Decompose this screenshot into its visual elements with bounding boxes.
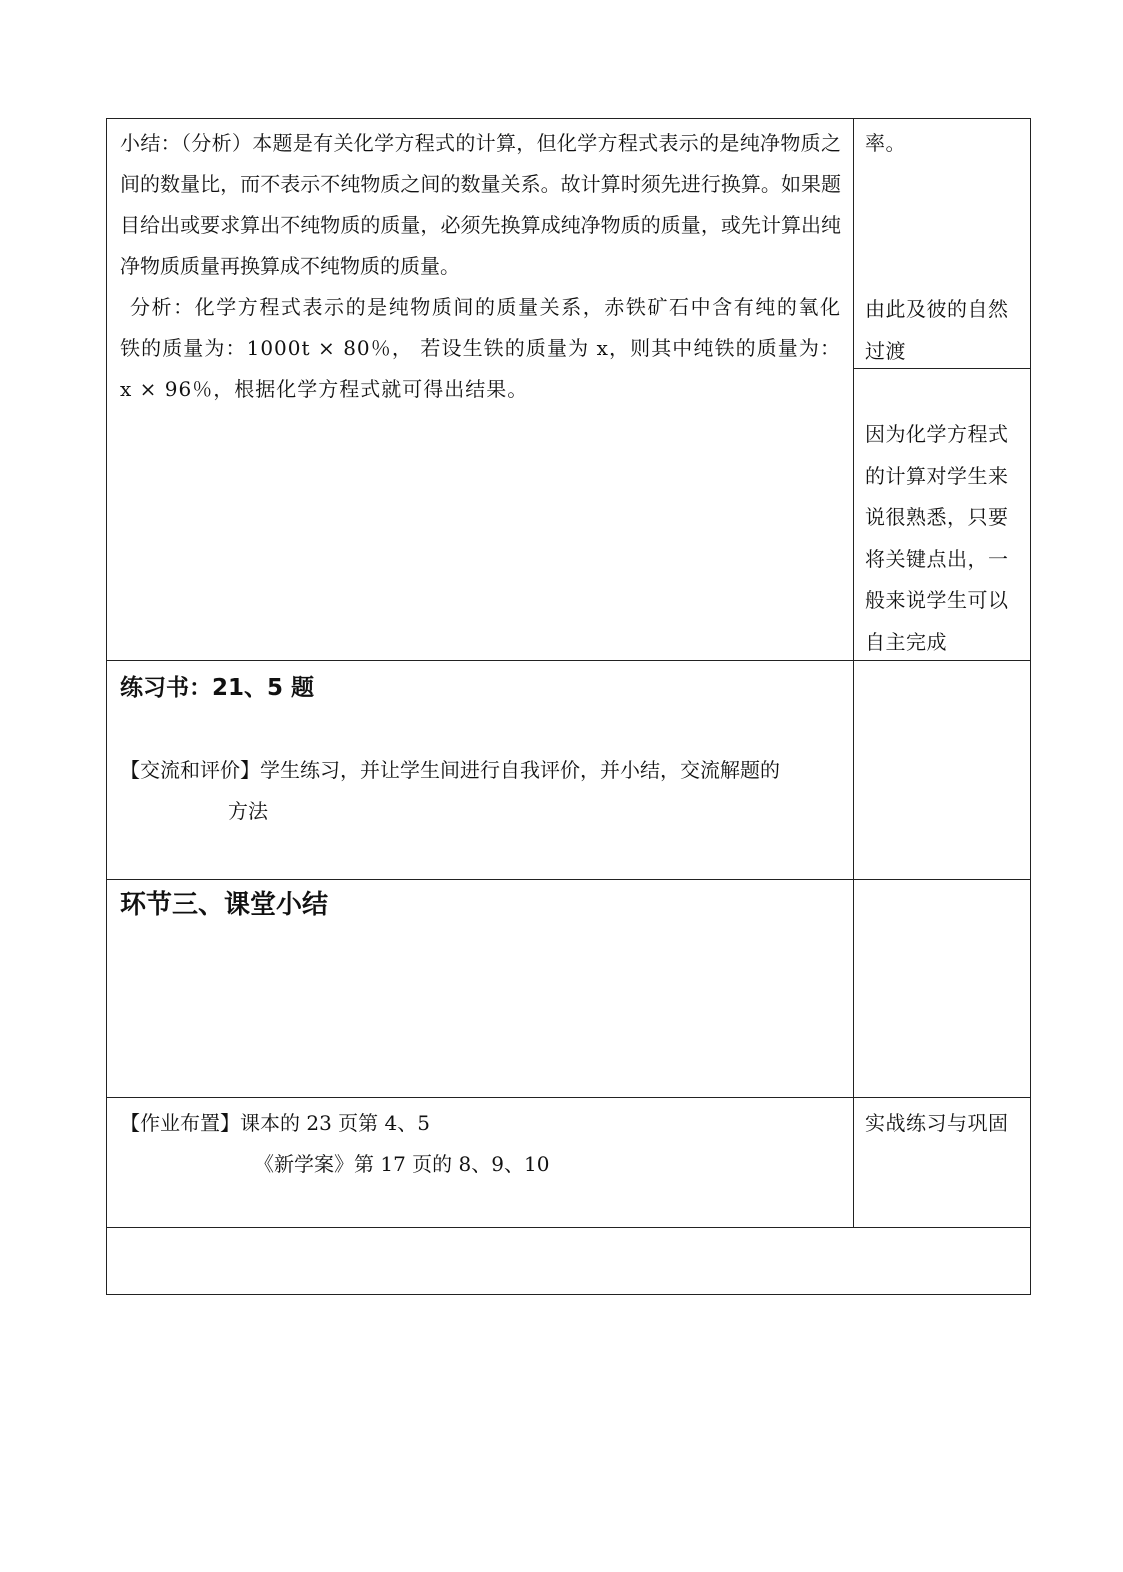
- exchange-text: 学生练习，并让学生间进行自我评价，并小结，交流解题的: [260, 758, 780, 782]
- note-explanation: 因为化学方程式的计算对学生来说很熟悉，只要将关键点出，一般来说学生可以自主完成: [865, 422, 1009, 654]
- note-transition: 由此及彼的自然过渡: [865, 297, 1009, 363]
- empty-row: [106, 1227, 1031, 1295]
- row1-content: [106, 118, 853, 660]
- exchange-continuation: 方法: [228, 799, 268, 823]
- homework-note: 实战练习与巩固: [865, 1111, 1009, 1135]
- note-continuation: 率。: [865, 131, 906, 155]
- row4-note: [853, 1097, 1031, 1227]
- row1-note-b: [853, 368, 1031, 660]
- section-title: 环节三、课堂小结: [120, 890, 329, 920]
- exchange-label: 【交流和评价】: [120, 758, 260, 782]
- exercise-title: 练习书：21、5 题: [120, 675, 315, 701]
- summary-paragraph: 小结：（分析）本题是有关化学方程式的计算，但化学方程式表示的是纯净物质之间的数量比，而不表示不纯物质之间的数量关系。故计算时须先进行换算。如果题目给出或要求算出不纯物质的质量，必须先换算成纯净物质的质量，或先计算出纯净物质质量再换算成不纯物质的质量。: [120, 131, 841, 278]
- homework-text: 课本的 23 页第 4、5: [240, 1111, 430, 1135]
- row2-content: [106, 660, 853, 879]
- homework-label: 【作业布置】: [120, 1111, 240, 1135]
- exchange-paragraph: [120, 750, 841, 791]
- homework-line-2: 《新学案》第 17 页的 8、9、10: [254, 1152, 550, 1176]
- row1-note-a: [853, 118, 1031, 368]
- analysis-paragraph: 分析：化学方程式表示的是纯物质间的质量关系，赤铁矿石中含有纯的氧化铁的质量为：1000t × 80％， 若设生铁的质量为 x，则其中纯铁的质量为：x × 96％，根据化学方程式就可得出结果。: [120, 295, 841, 401]
- row3-content: [106, 879, 853, 1097]
- row4-content: [106, 1097, 853, 1227]
- homework-line-1: [120, 1103, 841, 1144]
